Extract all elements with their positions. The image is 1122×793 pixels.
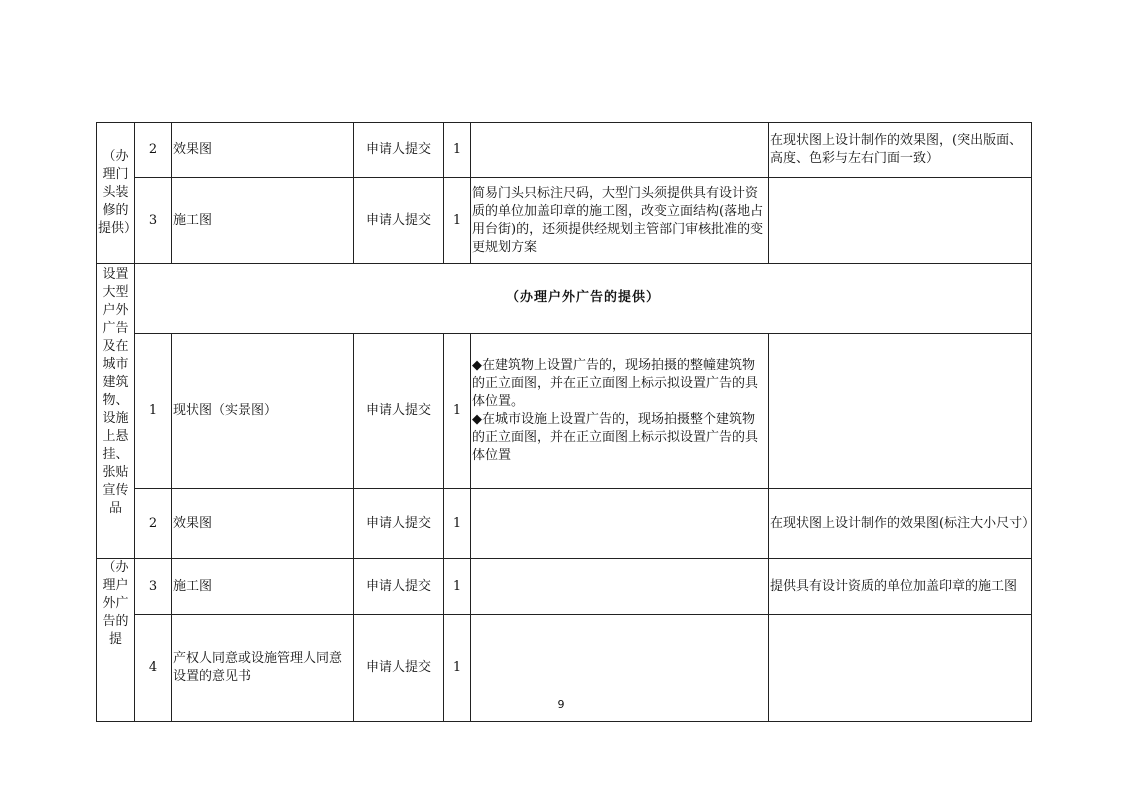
requirement bbox=[471, 333, 769, 488]
category-label: （办理门头装修的提供） bbox=[98, 149, 138, 236]
row-number: 2 bbox=[135, 123, 172, 178]
requirement-line: ◆在建筑物上设置广告的，现场拍摄的整幢建筑物的正立面图，并在正立面图上标示拟设置广告的具体位置。 bbox=[472, 357, 759, 409]
material-name: 施工图 bbox=[172, 559, 354, 615]
row-number: 3 bbox=[135, 559, 172, 615]
quantity: 1 bbox=[444, 333, 471, 488]
material-name: 产权人同意或设施管理人同意设置的意见书 bbox=[172, 615, 354, 722]
note: 在现状图上设计制作的效果图(标注大小尺寸） bbox=[769, 489, 1032, 559]
row-number: 1 bbox=[135, 333, 172, 488]
submitter: 申请人提交 bbox=[354, 123, 444, 178]
category-cell bbox=[97, 123, 138, 264]
row-number: 2 bbox=[135, 489, 172, 559]
submitter: 申请人提交 bbox=[354, 559, 444, 615]
section-heading: （办理户外广告的提供） bbox=[135, 264, 1032, 334]
material-name: 效果图 bbox=[172, 123, 354, 178]
material-name: 现状图（实景图） bbox=[172, 333, 354, 488]
category-cell bbox=[97, 264, 135, 559]
table-row bbox=[97, 559, 1032, 615]
note bbox=[769, 333, 1032, 488]
row-number: 3 bbox=[135, 178, 172, 264]
page-number: 9 bbox=[557, 698, 565, 711]
table-row bbox=[97, 178, 1032, 264]
submitter: 申请人提交 bbox=[354, 178, 444, 264]
category-label: 设置大型户外广告及在城市建筑物、设施上悬挂、张贴宣传品 bbox=[102, 267, 129, 516]
submitter: 申请人提交 bbox=[354, 489, 444, 559]
requirement: 简易门头只标注尺码，大型门头须提供具有设计资质的单位加盖印章的施工图，改变立面结构(落地占用台街)的，还须提供经规划主管部门审核批准的变更规划方案 bbox=[471, 178, 769, 264]
requirement bbox=[471, 559, 769, 615]
quantity: 1 bbox=[444, 615, 471, 722]
quantity: 1 bbox=[444, 123, 471, 178]
note: 提供具有设计资质的单位加盖印章的施工图 bbox=[769, 559, 1032, 615]
material-name: 施工图 bbox=[172, 178, 354, 264]
requirement bbox=[471, 489, 769, 559]
quantity: 1 bbox=[444, 489, 471, 559]
requirements-table bbox=[96, 122, 1036, 722]
quantity: 1 bbox=[444, 178, 471, 264]
submitter: 申请人提交 bbox=[354, 333, 444, 488]
submitter: 申请人提交 bbox=[354, 615, 444, 722]
category-label: （办理户外广告的提 bbox=[102, 560, 129, 647]
note: 在现状图上设计制作的效果图，(突出版面、高度、色彩与左右门面一致） bbox=[769, 123, 1032, 178]
note bbox=[769, 178, 1032, 264]
table-row bbox=[97, 123, 1032, 178]
table-row bbox=[97, 264, 1032, 334]
requirement bbox=[471, 123, 769, 178]
material-name: 效果图 bbox=[172, 489, 354, 559]
table-row bbox=[97, 489, 1032, 559]
quantity: 1 bbox=[444, 559, 471, 615]
requirement-line: ◆在城市设施上设置广告的，现场拍摄整个建筑物的正立面图，并在正立面图上标示拟设置广告的具体位置 bbox=[472, 411, 759, 463]
row-number: 4 bbox=[135, 615, 172, 722]
table-row bbox=[97, 333, 1032, 488]
